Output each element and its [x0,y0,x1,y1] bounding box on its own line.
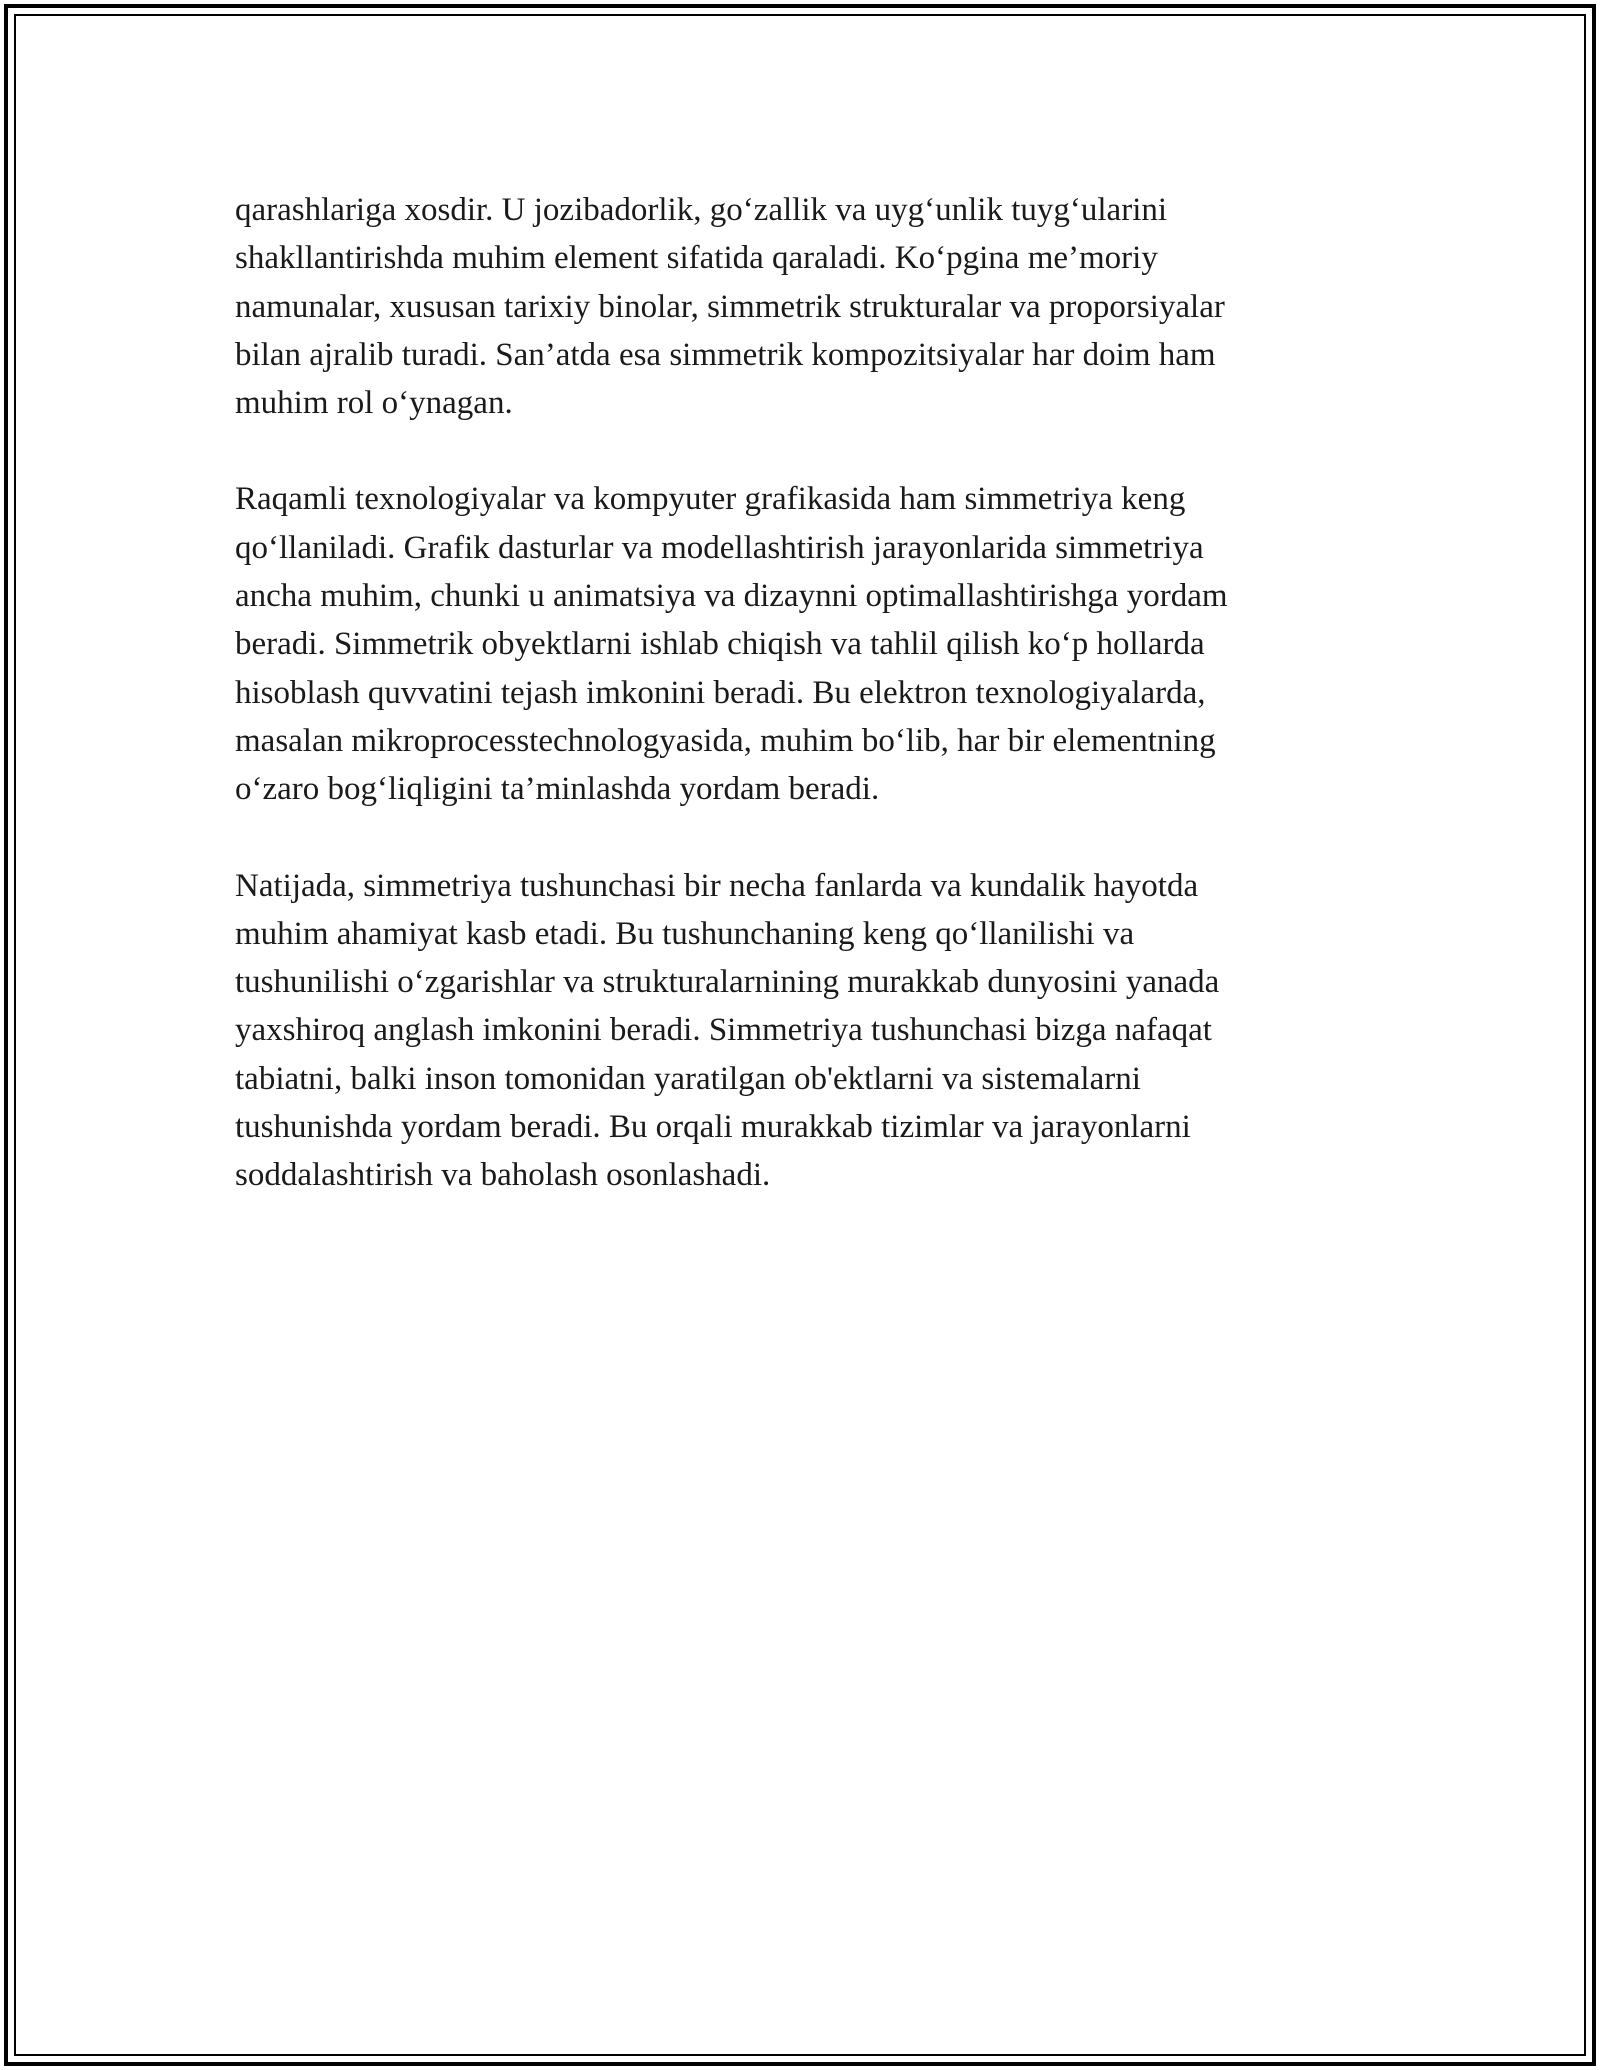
text-line: tabiatni, balki inson tomonidan yaratilgan ob'ektlarni va sistemalarni [235,1060,1141,1097]
paragraph-2 [235,475,1365,813]
paragraph-3 [235,862,1365,1200]
document-body [235,186,1365,1248]
text-line: Natijada, simmetriya tushunchasi bir necha fanlarda va kundalik hayotda [235,867,1199,904]
text-line: namunalar, xususan tarixiy binolar, simmetrik strukturalar va proporsiyalar [235,288,1225,325]
text-line: o‘zaro bog‘liqligini ta’minlashda yordam beradi. [235,771,880,808]
text-line: muhim ahamiyat kasb etadi. Bu tushunchaning keng qo‘llanilishi va [235,915,1135,952]
text-line: shakllantirishda muhim element sifatida qaraladi. Ko‘pgina me’moriy [235,240,1158,277]
text-line: qo‘llaniladi. Grafik dasturlar va modellashtirish jarayonlarida simmetriya [235,529,1204,566]
text-line: muhim rol o‘ynagan. [235,385,513,422]
text-line: Raqamli texnologiyalar va kompyuter grafikasida ham simmetriya keng [235,481,1186,518]
paragraph-1 [235,186,1365,427]
text-line: ancha muhim, chunki u animatsiya va dizaynni optimallashtirishga yordam [235,578,1228,615]
text-line: bilan ajralib turadi. San’atda esa simmetrik kompozitsiyalar har doim ham [235,336,1216,373]
text-line: beradi. Simmetrik obyektlarni ishlab chiqish va tahlil qilish ko‘p hollarda [235,626,1205,663]
text-line: qarashlariga xosdir. U jozibadorlik, go‘zallik va uyg‘unlik tuyg‘ularini [235,192,1168,228]
text-line: soddalashtirish va baholash osonlashadi. [235,1157,771,1194]
text-line: tushunishda yordam beradi. Bu orqali murakkab tizimlar va jarayonlarni [235,1109,1191,1146]
text-line: tushunilishi o‘zgarishlar va strukturalarnining murakkab dunyosini yanada [235,964,1220,1001]
text-line: yaxshiroq anglash imkonini beradi. Simmetriya tushunchasi bizga nafaqat [235,1012,1212,1049]
text-line: hisoblash quvvatini tejash imkonini beradi. Bu elektron texnologiyalarda, [235,674,1206,711]
text-line: masalan mikroprocesstechnologyasida, muhim bo‘lib, har bir elementning [235,722,1216,759]
